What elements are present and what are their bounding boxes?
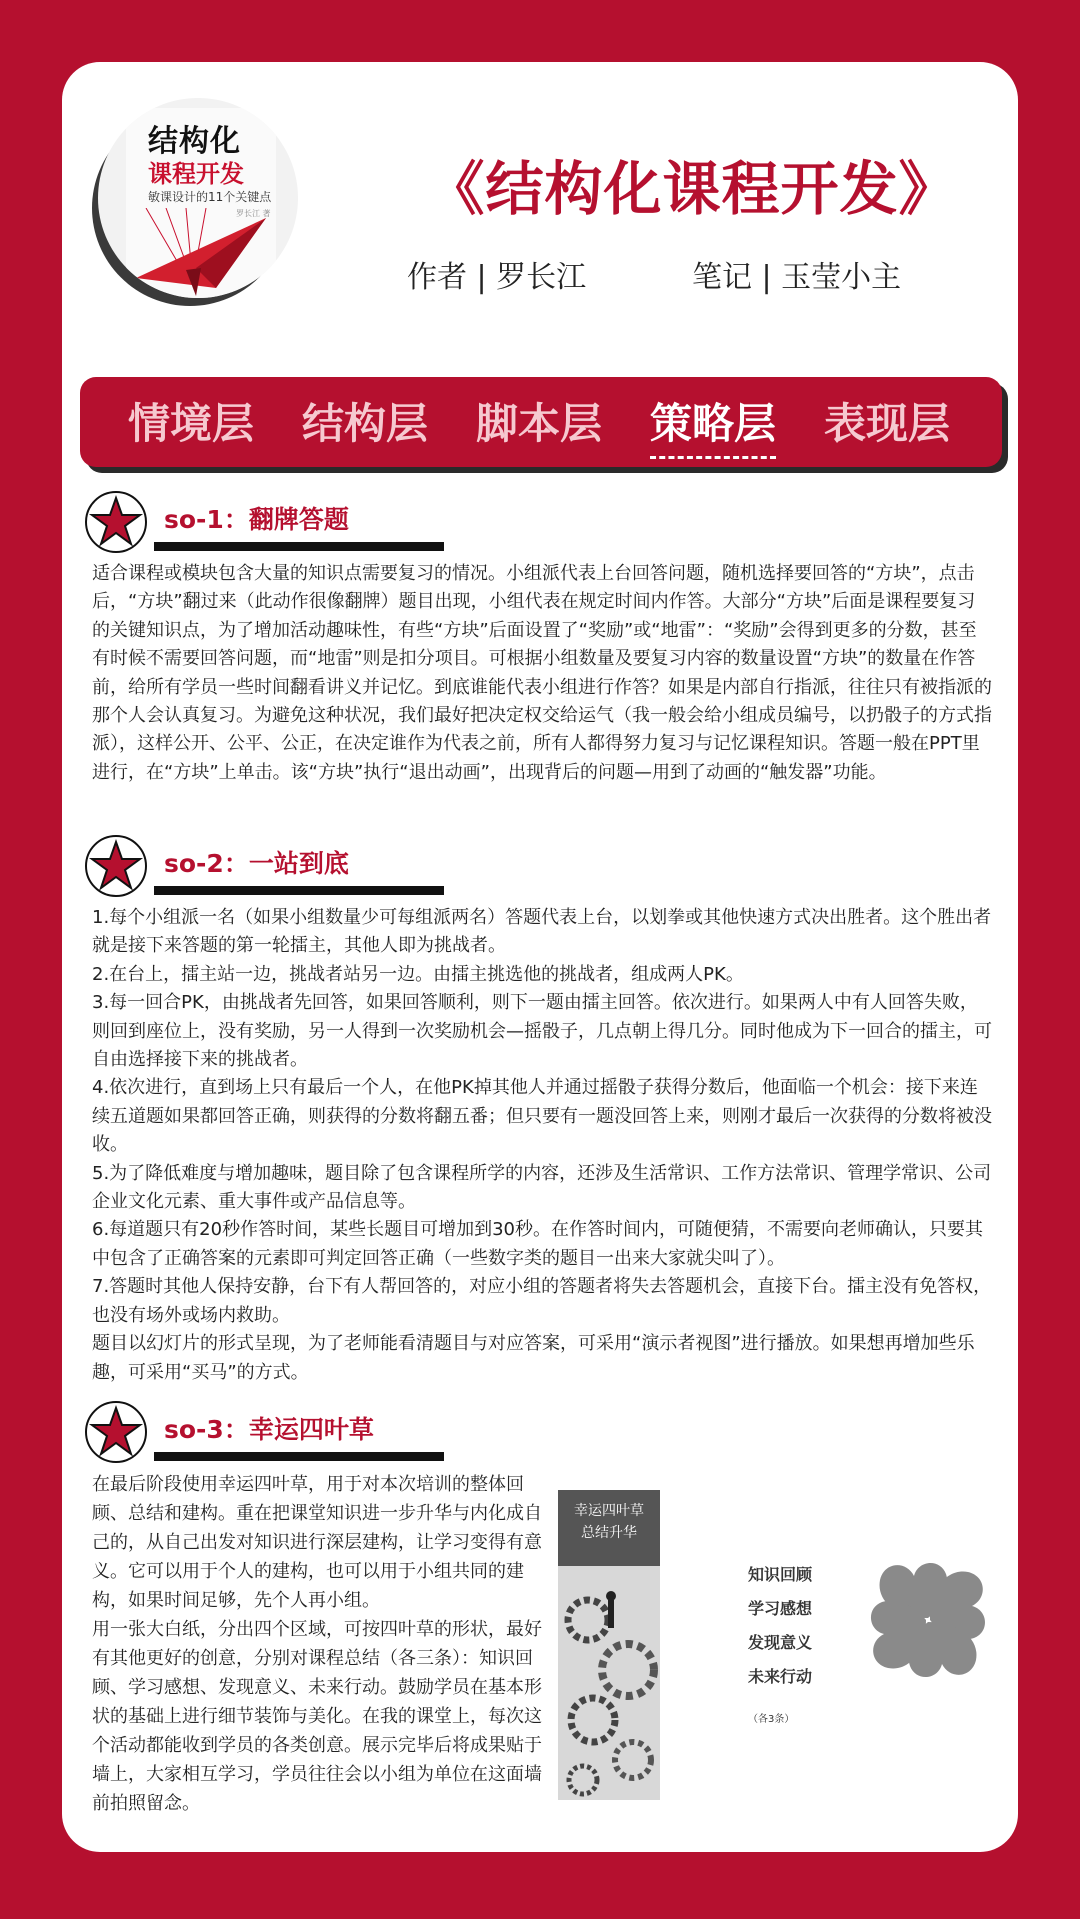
section-header-so1	[84, 490, 504, 550]
paragraph: 5.为了降低难度与增加趣味，题目除了包含课程所学的内容，还涉及生活常识、工作方法常识、管理学常识、公司企业文化元素、重大事件或产品信息等。	[92, 1162, 992, 1213]
paragraph: 在最后阶段使用幸运四叶草，用于对本次培训的整体回顾、总结和建构。重在把课堂知识进一步升华与内化成自己的，从自己出发对知识进行深层建构，让学习变得有意义。它可以用于个人的建构，也可以用于小组共同的建构，如果时间足够，先个人再小组。	[92, 1474, 542, 1611]
author-label: 作者 | 罗长江	[407, 260, 587, 295]
star-icon	[84, 1400, 148, 1464]
page-title: 《结构化课程开发》	[426, 155, 958, 223]
layer-tabs-bar	[80, 377, 1002, 467]
paragraph: 题目以幻灯片的形式呈现，为了老师能看清题目与对应答案，可采用“演示者视图”进行播放。如果想再增加些乐趣，可采用“买马”的方式。	[92, 1333, 975, 1383]
tab-situation-layer[interactable]: 情境层	[128, 399, 255, 448]
paragraph: 1.每个小组派一名（如果小组数量少可每组派两名）答题代表上台，以划拳或其他快速方式决出胜者。这个胜出者就是接下来答题的第一轮擂主，其他人即为挑战者。	[92, 907, 992, 957]
star-icon	[84, 834, 148, 898]
poster-strip	[558, 1490, 660, 1800]
poster-item: 知识回顾	[748, 1565, 813, 1584]
section-title: so-1：翻牌答题	[164, 505, 349, 534]
section-title: so-3：幸运四叶草	[164, 1415, 374, 1444]
section-underline	[154, 886, 444, 895]
book-cover	[126, 108, 276, 298]
tab-script-layer[interactable]: 脚本层	[476, 399, 603, 448]
notes-label: 笔记 | 玉莹小主	[692, 260, 902, 295]
poster-item: 未来行动	[748, 1667, 813, 1686]
poster-header-line-2: 总结升华	[581, 1525, 637, 1541]
tab-strategy-layer[interactable]: 策略层	[650, 391, 776, 451]
clover-poster-image	[558, 1490, 938, 1810]
book-cover-image	[98, 98, 298, 298]
star-icon	[84, 490, 148, 554]
section-header-so3	[84, 1400, 504, 1460]
book-cover-title-1: 结构化	[148, 124, 241, 159]
poster-header-line-1: 幸运四叶草	[574, 1503, 644, 1519]
gears-icon	[558, 1580, 660, 1800]
tab-presentation-layer[interactable]: 表现层	[824, 399, 951, 448]
section-body-so3	[92, 1470, 544, 1818]
section-body-so1	[92, 560, 992, 787]
book-cover-author: 罗长江 著	[236, 209, 271, 218]
section-underline	[154, 542, 444, 551]
paragraph: 用一张大白纸，分出四个区域，可按四叶草的形状，最好有其他更好的创意，分别对课程总结（各三条）：知识回顾、学习感想、发现意义、未来行动。鼓励学员在基本形状的基础上进行细节装饰与美化。在我的课堂上，每次这个活动都能收到学员的各类创意。展示完毕后将成果贴于墙上，大家相互学习，学员往往会以小组为单位在这面墙前拍照留念。	[92, 1619, 542, 1814]
poster-items	[748, 1558, 812, 1694]
book-cover-subtitle: 敏课设计的11个关键点	[148, 190, 272, 204]
paragraph: 适合课程或模块包含大量的知识点需要复习的情况。小组派代表上台回答问题，随机选择要回答的“方块”，点击后，“方块”翻过来（此动作很像翻牌）题目出现，小组代表在规定时间内作答。大部分“方块”后面是课程要复习的关键知识点，为了增加活动趣味性，有些“方块”后面设置了“奖励”或“地雷”：“奖励”会得到更多的分数，甚至有时候不需要回答问题，而“地雷”则是扣分项目。可根据小组数量及要复习内容的数量设置“方块”的数量在作答前，给所有学员一些时间翻看讲义并记忆。到底谁能代表小组进行作答？如果是内部自行指派，往往只有被指派的那个人会认真复习。为避免这种状况，我们最好把决定权交给运气（我一般会给小组成员编号，以扔骰子的方式指派），这样公开、公平、公正，在决定谁作为代表之前，所有人都得努力复习与记忆课程知识。答题一般在PPT里进行，在“方块”上单击。该“方块”执行“退出动画”，出现背后的问题—用到了动画的“触发器”功能。	[92, 563, 992, 783]
paragraph: 4.依次进行，直到场上只有最后一个人，在他PK掉其他人并通过摇骰子获得分数后，他面临一个机会：接下来连续五道题如果都回答正确，则获得的分数将翻五番；但只要有一题没回答上来，则刚才最后一次获得的分数将被没收。	[92, 1077, 992, 1156]
poster-header	[558, 1490, 660, 1566]
paragraph: 7.答题时其他人保持安静，台下有人帮回答的，对应小组的答题者将失去答题机会，直接下台。擂主没有免答权，也没有场外或场内救助。	[92, 1276, 992, 1326]
section-body-so2	[92, 904, 992, 1387]
paragraph: 2.在台上，擂主站一边，挑战者站另一边。由擂主挑选他的挑战者，组成两人PK。	[92, 963, 744, 985]
content-card	[62, 62, 1018, 1852]
book-cover-title-2: 课程开发	[148, 160, 244, 188]
paper-plane-icon	[126, 208, 276, 298]
paragraph: 3.每一回合PK，由挑战者先回答，如果回答顺利，则下一题由擂主回答。依次进行。如果两人中有人回答失败，则回到座位上，没有奖励，另一人得到一次奖励机会—摇骰子，几点朝上得几分。同时他成为下一回合的擂主，可自由选择接下来的挑战者。	[92, 992, 992, 1071]
poster-note: （各3条）	[748, 1714, 795, 1725]
section-title: so-2：一站到底	[164, 849, 349, 878]
paragraph: 6.每道题只有20秒作答时间，某些长题目可增加到30秒。在作答时间内，可随便猜，不需要向老师确认，只要其中包含了正确答案的元素即可判定回答正确（一些数字类的题目一出来大家就尖叫了）。	[92, 1219, 983, 1269]
four-leaf-clover-icon	[858, 1550, 998, 1690]
tab-structure-layer[interactable]: 结构层	[302, 399, 429, 448]
poster-item: 发现意义	[748, 1633, 813, 1652]
section-header-so2	[84, 834, 504, 894]
poster-item: 学习感想	[748, 1599, 813, 1618]
section-underline	[154, 1452, 444, 1461]
